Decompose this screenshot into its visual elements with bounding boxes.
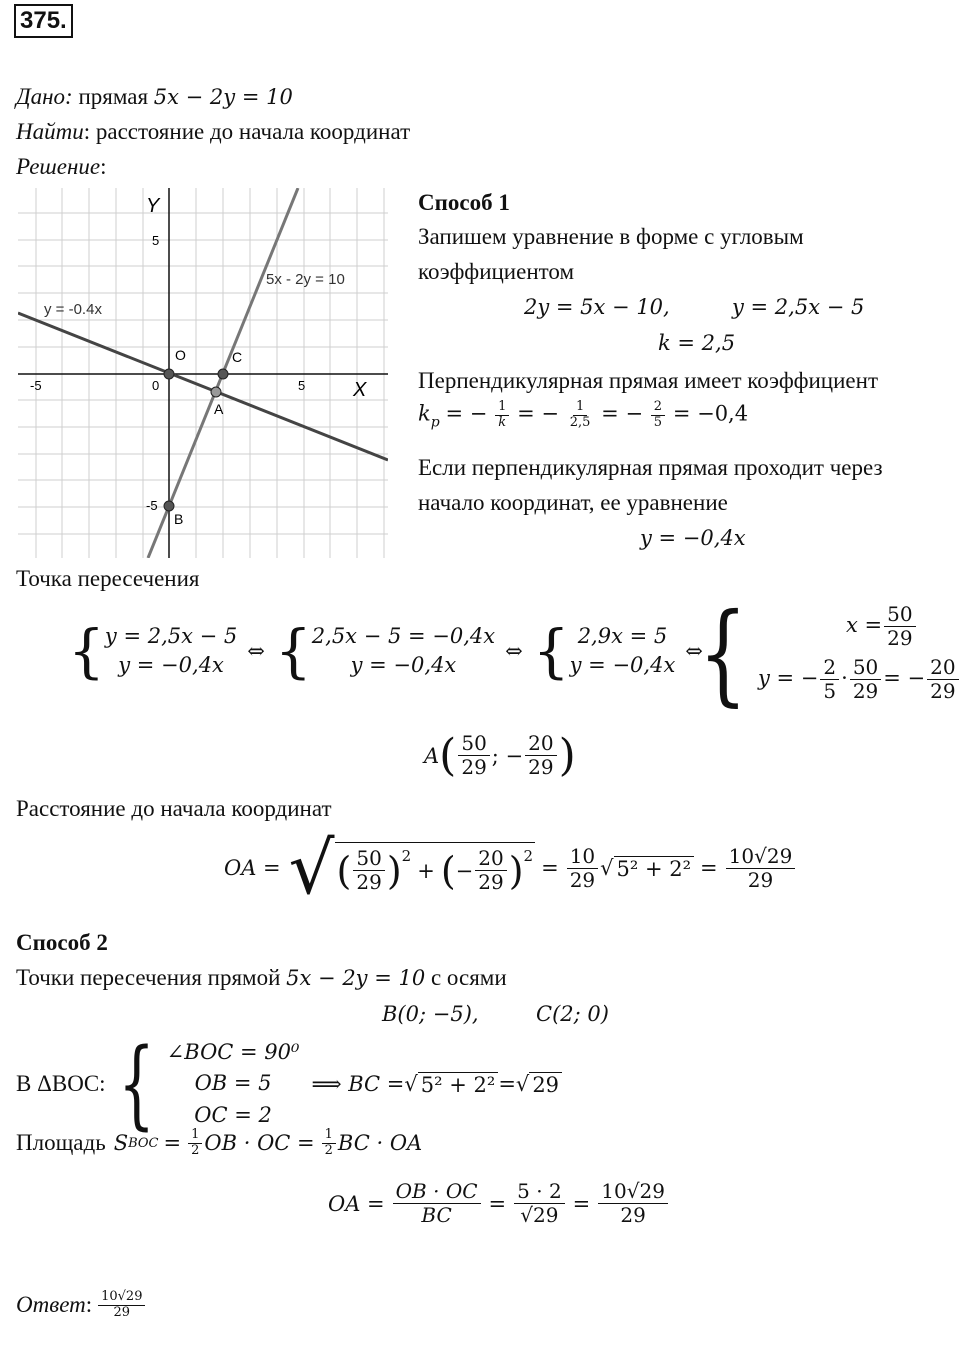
solution-label: Решение	[16, 154, 101, 179]
method1-line2: коэффициентом	[418, 259, 575, 284]
tick-5y: 5	[152, 233, 160, 248]
find-text: : расстояние до начала координат	[83, 119, 411, 144]
line2-label: y = -0.4x	[44, 301, 102, 318]
point-c: C(2; 0)	[536, 1002, 609, 1026]
method1-title: Способ 1	[418, 190, 510, 215]
method2-line1: Точки пересечения прямой 5x − 2y = 10 с осями	[16, 965, 507, 990]
label-c: C	[232, 349, 243, 365]
tick-minus5x: -5	[30, 378, 42, 393]
x-axis-label: X	[353, 379, 367, 401]
answer: Ответ : $\frac{10√29}{29}$	[16, 1290, 147, 1321]
label-o: O	[175, 347, 186, 363]
tick-5x: 5	[298, 378, 306, 393]
problem-number: 375.	[14, 4, 73, 38]
method1-line3: Перпендикулярная прямая имеет коэффициент	[418, 368, 878, 393]
point-a-coords: A ( $\frac{50}{29}$ ; − $\frac{20}{29}$ )	[424, 730, 576, 781]
equation-systems: { y = 2,5x − 5 y = −0,4x ⇔ { 2,5x − 5 = −0,4x y = −0,4x ⇔ { 2,9x = 5 y = −0,4x ⇔	[68, 617, 703, 686]
method1-line1: Запишем уравнение в форме с угловым	[418, 224, 804, 249]
given-label: Дано:	[16, 84, 73, 109]
line1-label: 5x - 2y = 10	[266, 271, 345, 288]
system-4: { x = $\frac{50}{29}$ y = − $\frac{2}{5}$ · $\frac{50}{29}$ = − $\frac{20}{29}$	[688, 598, 960, 708]
point-c	[218, 369, 228, 379]
distance-formula: OA = √ ( $\frac{50}{29}$ ) $^2$ + ( − $\frac{20}{29}$ ) $^2$ = $\frac{10}{29}$ √ 5² + 2² = $\frac{10√29}{29}$	[224, 832, 797, 904]
label-b: B	[174, 511, 184, 527]
triangle-conditions: В ΔBOC: { ∠BOC = 90⁰ OB = 5 OC = 2 ⟹ BC = √ 5² + 2² = √ 29	[16, 1036, 562, 1132]
find-label: Найти	[16, 119, 84, 144]
kp-formula: $k_p$ = − $\frac{1}{k}$ = − $\frac{1}{2,5}$ = − $\frac{2}{5}$ = −0,4	[418, 399, 749, 431]
coordinate-graph	[18, 188, 388, 558]
distance-label: Расстояние до начала координат	[16, 796, 332, 821]
system-1: { y = 2,5x − 5 y = −0,4x	[68, 617, 238, 686]
point-b: B(0; −5),	[382, 1002, 479, 1026]
point-b	[164, 501, 174, 511]
method1-line5: начало координат, ее уравнение	[418, 490, 728, 515]
tick-minus5y: -5	[146, 498, 158, 513]
oa-formula: OA = $\frac{OB \cdot OC}{BC}$ = $\frac{5 \cdot 2}{√29}$ = $\frac{10√29}{29}$	[328, 1180, 670, 1227]
point-o	[164, 369, 174, 379]
line-y-minus-04x	[18, 313, 388, 460]
area-formula: Площадь S BOC = $\frac{1}{2}$ OB · OC = $\frac{1}{2}$ BC · OA	[16, 1127, 423, 1158]
given-line	[16, 84, 293, 110]
method1-eq2: k = 2,5	[658, 331, 736, 355]
method1-eq1a: 2y = 5x − 10,	[524, 295, 670, 319]
system-2: { 2,5x − 5 = −0,4x y = −0,4x	[274, 617, 496, 686]
method1-line4: Если перпендикулярная прямая проходит через	[418, 455, 883, 480]
given-equation: 5x − 2y = 10	[153, 85, 293, 109]
method1-eq3: y = −0,4x	[640, 526, 746, 550]
point-a	[211, 387, 221, 397]
system-3: { 2,9x = 5 y = −0,4x	[532, 617, 676, 686]
intersection-label: Точка пересечения	[16, 566, 200, 591]
given-text: прямая	[78, 84, 149, 109]
method2-title: Способ 2	[16, 930, 108, 955]
graph-svg	[18, 188, 388, 558]
solution-line: Решение:	[16, 154, 107, 179]
label-a: A	[214, 401, 224, 417]
method1-eq1b: y = 2,5x − 5	[732, 295, 865, 319]
y-axis-label: Y	[146, 195, 160, 217]
find-line	[16, 119, 410, 145]
tick-0: 0	[152, 378, 160, 393]
